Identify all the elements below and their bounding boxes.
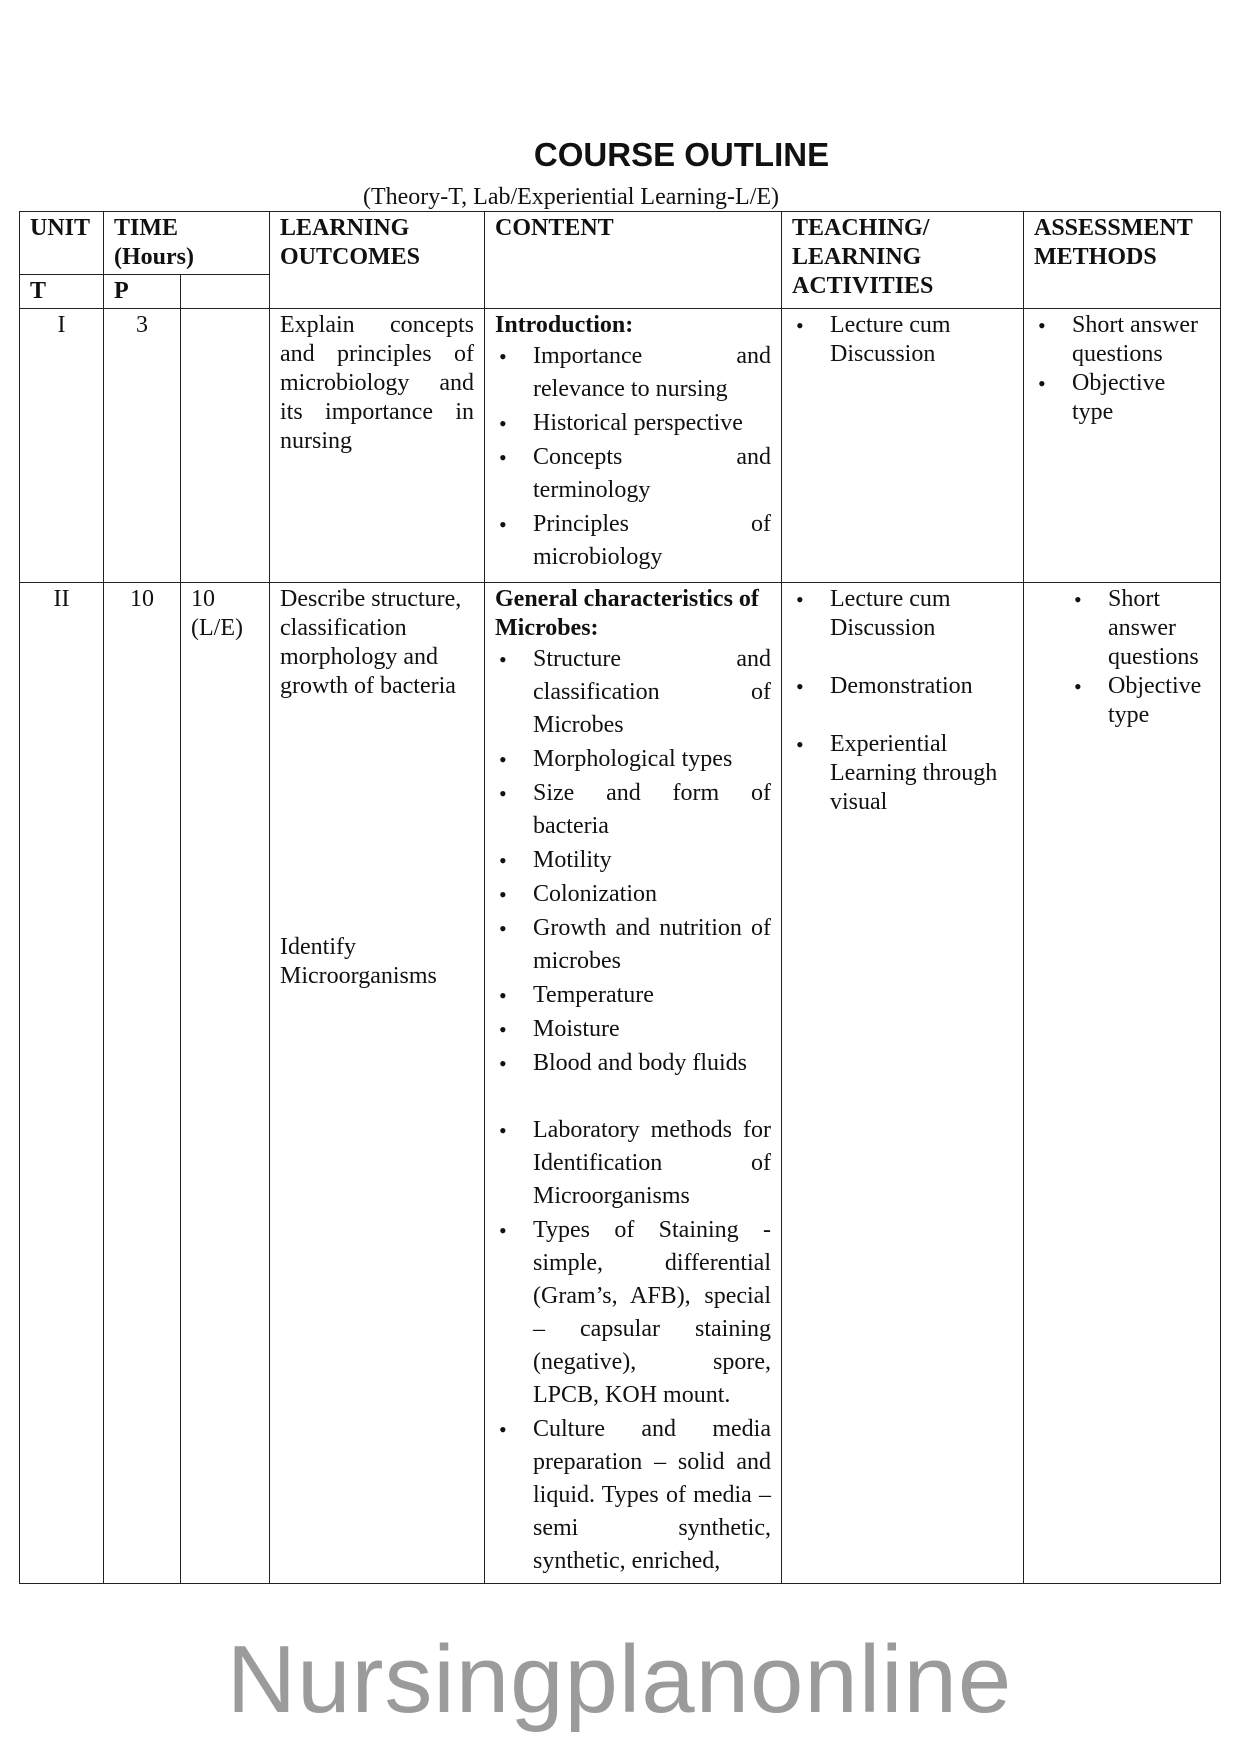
list-item: • Experiential Learning through visual [796, 731, 998, 815]
list-item: • Objective type [1038, 370, 1166, 425]
list-item: • Size and form of bacteria [495, 777, 771, 843]
teaching-cell [782, 583, 1024, 1584]
header-learning-outcomes: LEARNING OUTCOMES [270, 212, 485, 309]
bullet-icon: • [499, 1017, 507, 1042]
bullet-icon: • [499, 344, 507, 369]
content-list [495, 643, 771, 1080]
bullet-icon: • [499, 1118, 507, 1143]
header-time-p: P [104, 275, 181, 309]
list-item: • Short answer questions [1038, 312, 1198, 367]
content-heading: General characteristics of Microbes: [495, 586, 759, 641]
bullet-icon: • [796, 674, 804, 699]
header-teaching-activities: TEACHING/ LEARNING ACTIVITIES [782, 212, 1024, 309]
bullet-icon: • [499, 512, 507, 537]
list-item: • Types of Staining - simple, differential (Gram’s, AFB), special – capsular staining (negative), spore, LPCB, KOH mount. [495, 1214, 771, 1412]
teaching-list [792, 585, 1013, 817]
assessment-cell [1024, 583, 1221, 1584]
list-item: • Lecture cum Discussion [796, 586, 951, 641]
bullet-icon: • [499, 1417, 507, 1442]
bullet-icon: • [499, 848, 507, 873]
header-time-t: T [20, 275, 104, 309]
list-item: • Morphological types [495, 743, 771, 776]
table-row [20, 309, 1221, 583]
list-item: • Culture and media preparation – solid and liquid. Types of media – semi synthetic, synthetic, enriched, [495, 1413, 771, 1578]
header-time: TIME (Hours) [104, 212, 270, 275]
unit-cell: II [20, 583, 104, 1584]
list-item: • Importance and relevance to nursing [495, 340, 771, 406]
content-cell [485, 583, 782, 1584]
table-row [20, 583, 1221, 1584]
page-subtitle: (Theory-T, Lab/Experiential Learning-L/E) [363, 184, 780, 210]
list-item: • Concepts and terminology [495, 441, 771, 507]
page-title: COURSE OUTLINE [533, 136, 830, 173]
teaching-list [792, 311, 1013, 369]
bullet-icon: • [499, 1218, 507, 1243]
list-item: • Principles of microbiology [495, 508, 771, 574]
bullet-icon: • [1074, 674, 1082, 699]
list-item: • Colonization [495, 878, 771, 911]
list-item: • Lecture cum Discussion [796, 312, 951, 367]
unit-cell: I [20, 309, 104, 583]
list-item: • Moisture [495, 1013, 771, 1046]
bullet-icon: • [499, 445, 507, 470]
list-item: • Short answer questions [1074, 586, 1199, 670]
bullet-icon: • [796, 732, 804, 757]
learning-outcome-cell [270, 583, 485, 1584]
list-item: • Structure and classification of Microbes [495, 643, 771, 742]
bullet-icon: • [499, 411, 507, 436]
bullet-icon: • [1074, 587, 1082, 612]
content-list [495, 340, 771, 574]
bullet-icon: • [796, 313, 804, 338]
learning-outcome-cell: Explain concepts and principles of microbiology and its importance in nursing [270, 309, 485, 583]
time-t-cell: 3 [104, 309, 181, 583]
list-item: • Temperature [495, 979, 771, 1012]
learning-outcome-text: Identify Microorganisms [280, 934, 437, 989]
time-p-cell: 10 (L/E) [181, 583, 270, 1584]
assessment-list [1034, 311, 1210, 427]
header-content: CONTENT [485, 212, 782, 309]
list-item: • Historical perspective [495, 407, 771, 440]
content-cell [485, 309, 782, 583]
list-item: • Objective type [1074, 673, 1202, 728]
bullet-icon: • [499, 1051, 507, 1076]
time-p-cell [181, 309, 270, 583]
table-header [20, 212, 1221, 309]
header-assessment-methods: ASSESSMENT METHODS [1024, 212, 1221, 309]
watermark-text: Nursingplanonline [226, 1626, 1013, 1733]
bullet-icon: • [499, 983, 507, 1008]
teaching-cell [782, 309, 1024, 583]
bullet-icon: • [796, 587, 804, 612]
bullet-icon: • [499, 647, 507, 672]
list-item: • Demonstration [796, 673, 973, 699]
bullet-icon: • [499, 747, 507, 772]
list-item: • Blood and body fluids [495, 1047, 771, 1080]
learning-outcome-text: Describe structure, classification morphology and growth of bacteria [280, 586, 462, 699]
bullet-icon: • [499, 882, 507, 907]
list-item: • Motility [495, 844, 771, 877]
bullet-icon: • [1038, 371, 1046, 396]
header-unit: UNIT [20, 212, 104, 275]
assessment-cell [1024, 309, 1221, 583]
time-t-cell: 10 [104, 583, 181, 1584]
bullet-icon: • [499, 916, 507, 941]
bullet-icon: • [1038, 313, 1046, 338]
list-item: • Laboratory methods for Identification of Microorganisms [495, 1114, 771, 1213]
list-item: • Growth and nutrition of microbes [495, 912, 771, 978]
content-heading: Introduction: [495, 312, 634, 338]
content-list [495, 1114, 771, 1578]
assessment-list [1070, 585, 1210, 730]
course-outline-table [19, 211, 1221, 1584]
bullet-icon: • [499, 781, 507, 806]
